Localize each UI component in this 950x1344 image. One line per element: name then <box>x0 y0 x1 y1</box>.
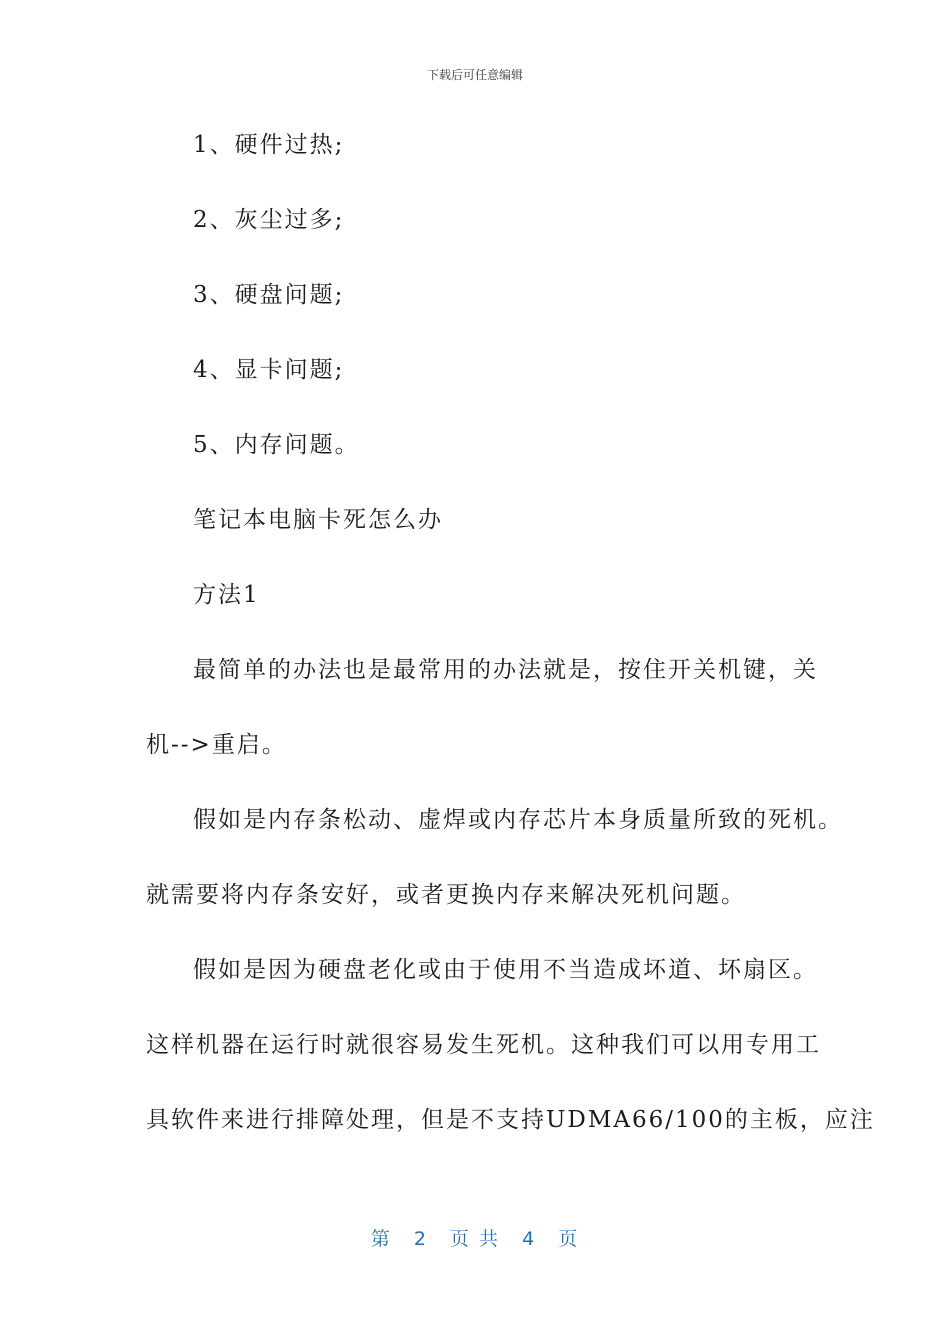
paragraph-line: 这样机器在运行时就很容易发生死机。这种我们可以用专用工 <box>146 1032 821 1058</box>
paragraph-line: 就需要将内存条安好，或者更换内存来解决死机问题。 <box>146 882 746 908</box>
paragraph-line: 机-->重启。 <box>146 732 287 758</box>
list-item-3: 3、硬盘问题; <box>193 282 345 308</box>
footer-suffix: 页 <box>558 1228 580 1250</box>
list-item-4: 4、显卡问题; <box>193 357 345 383</box>
paragraph-line: 具软件来进行排障处理，但是不支持UDMA66/100的主板，应注 <box>146 1107 875 1133</box>
document-body <box>146 126 875 1176</box>
footer-total-pages: 4 <box>522 1228 537 1250</box>
list-item-1: 1、硬件过热; <box>193 132 345 158</box>
footer-current-page: 2 <box>413 1228 428 1250</box>
paragraph-line: 假如是内存条松动、虚焊或内存芯片本身质量所致的死机。 <box>193 807 843 833</box>
footer-middle: 页 共 <box>449 1228 501 1250</box>
paragraph-line: 最简单的办法也是最常用的办法就是，按住开关机键，关 <box>193 657 818 683</box>
list-item-5: 5、内存问题。 <box>193 432 360 458</box>
page-footer <box>0 1224 950 1251</box>
header-note: 下载后可任意编辑 <box>426 68 523 82</box>
method-heading: 方法1 <box>193 582 260 608</box>
section-heading: 笔记本电脑卡死怎么办 <box>193 507 443 533</box>
paragraph-line: 假如是因为硬盘老化或由于使用不当造成坏道、坏扇区。 <box>193 957 818 983</box>
footer-prefix: 第 <box>370 1228 392 1250</box>
list-item-2: 2、灰尘过多; <box>193 207 345 233</box>
